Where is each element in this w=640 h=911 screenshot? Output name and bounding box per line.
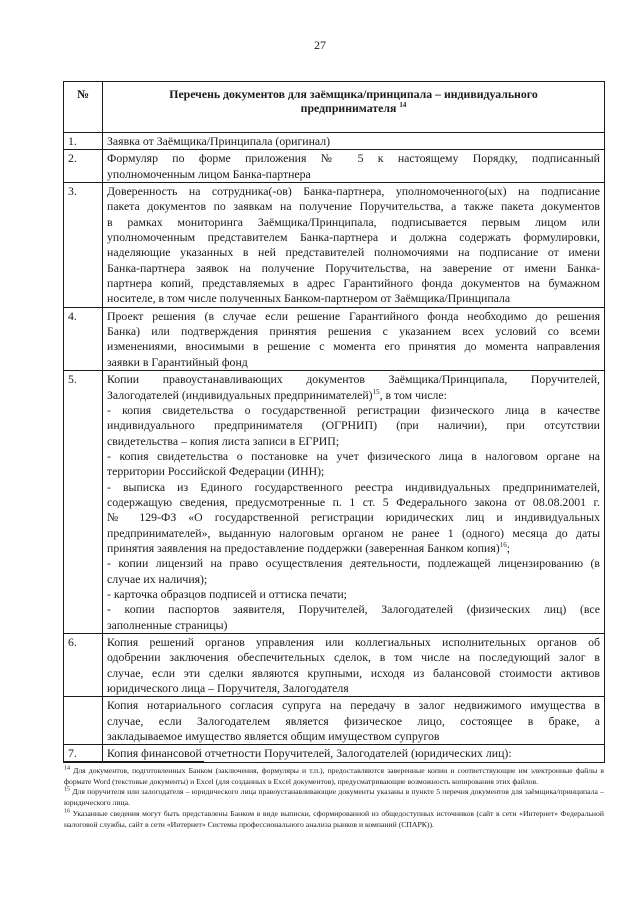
row-line: случае, если Залогодателем является физическое лицо, состоящее в браке, а — [107, 713, 600, 728]
footnote-text: Для документов, подготовленных Банком (заключения, формуляры и т.п.), предоставляются заверенные копии и соответствующие им электронные файлы в формате Word (текстовые документы) и Excel (для созданных в Excel документов), предусматривающие возможность копирования этих файлов. — [64, 766, 604, 786]
row-line: юридического лица – Поручителя, Залогодателя — [107, 681, 349, 696]
footnote — [64, 787, 604, 808]
row-text — [103, 307, 605, 370]
row-number — [64, 697, 103, 745]
row-text — [103, 150, 605, 183]
footnote-ref: 15 — [372, 387, 380, 396]
row-number: 2. — [64, 150, 103, 183]
row-line: - выписка из Единого государственного реестра индивидуальных предпринимателей, — [107, 479, 600, 494]
row-line: уполномоченным лицом Банка-партнера — [107, 166, 311, 181]
row-line: - копия свидетельства о государственной регистрации физического лица в качестве — [107, 402, 600, 417]
header-title-line: Перечень документов для заёмщика/принципала – индивидуального — [169, 87, 538, 101]
row-line: заявки в Гарантийный фонд — [107, 354, 248, 369]
row-number: 1. — [64, 133, 103, 150]
row-line — [107, 388, 600, 403]
row-line: уполномоченным представителем Банка-партнера и должна содержать формулировки, — [107, 230, 600, 245]
row-text — [103, 697, 605, 745]
row-line: Формуляр по форме приложения № 5 к настоящему Порядку, подписанный — [107, 151, 600, 166]
row-line: - копия свидетельства о постановке на учет физического лица в налоговом органе на — [107, 448, 600, 463]
row-text — [103, 183, 605, 308]
row-number: 5. — [64, 371, 103, 634]
footnote-text: Указанные сведения могут быть представлены Банком в виде выписки, сформированной из общедоступных источников (сайт в сети «Интернет» Федеральной налоговой службы, сайт в сети «Интернет» Системы профессионального анализа рынков и компаний (СПАРК)). — [64, 808, 605, 829]
footnote-text: Для поручителя или залогодателя – юридического лица правоустанавливающие документы указаны в пункте 5 перечня документов для заёмщика/принципала – юридического лица. — [64, 787, 604, 808]
row-line: в рамках мониторинга Заёмщика/Принципала, подписывается первым лицом или — [107, 214, 600, 229]
footnote — [64, 809, 604, 830]
row-line: одобрении заключения обеспечительных сделок, в том числе на последующий залог в — [107, 650, 600, 665]
footnote-divider — [64, 761, 204, 762]
row-line: пакета документов по заявкам на получение Поручительства, а также пакета документов — [107, 199, 600, 214]
row-line: Банка-партнера заявок на получение Поручительства, на заверение от имени Банка- — [107, 260, 600, 275]
row-line-part: , в том числе: — [379, 387, 447, 402]
table-row — [64, 307, 605, 370]
header-title-line: предпринимателя — [300, 101, 397, 115]
row-line: партнера копий, представляемых в адрес Гарантийного фонда документов на бумажном — [107, 276, 600, 291]
table-row — [64, 634, 605, 697]
header-title — [103, 82, 605, 133]
row-line — [107, 541, 600, 556]
row-number: 7. — [64, 745, 103, 762]
row-line: Заявка от Заёмщика/Принципала (оригинал) — [107, 134, 331, 148]
row-line: Банка) или подтверждения принятия решения с указанием всех условий со всеми — [107, 324, 600, 339]
row-line: - копии лицензий на право осуществления деятельности, подлежащей лицензированию (в — [107, 556, 600, 571]
footnotes — [64, 766, 604, 830]
row-text — [103, 745, 605, 762]
row-number: 3. — [64, 183, 103, 308]
footnote-ref: 16 — [499, 541, 507, 550]
footnote-ref: 14 — [399, 101, 407, 110]
row-text — [103, 371, 605, 634]
row-line: Копия финансовой отчетности Поручителей, Залогодателей (юридических лиц): — [107, 746, 512, 761]
row-line: Проект решения (в случае если решение Гарантийного фонда необходимо до решения — [107, 308, 600, 323]
row-line: случае, если эти сделки являются крупными, исходя из балансовой стоимости активов — [107, 665, 600, 680]
header-num: № — [64, 82, 103, 133]
row-line: наделяющие указанных в ней представителей полномочиями на подписание от имени — [107, 245, 600, 260]
table-row — [64, 697, 605, 745]
row-line: случае их наличия); — [107, 571, 208, 586]
footnote-number: 15 — [64, 786, 70, 793]
row-line: изменениями, вносимыми в решение с момента его принятия до момента направления — [107, 339, 600, 354]
row-line: содержащую сведения, предусмотренные п. 1 ст. 5 Федерального закона от 08.08.2001 г. — [107, 494, 600, 509]
table-row — [64, 745, 605, 762]
footnote-number: 14 — [64, 765, 70, 772]
row-line: закладываемое имущество является общим имуществом супругов — [107, 729, 440, 744]
row-line: - карточка образцов подписей и оттиска печати; — [107, 586, 347, 601]
row-line: - копии паспортов заявителя, Поручителей, Залогодателей (физических лиц) (все — [107, 602, 600, 617]
row-text — [103, 133, 605, 150]
row-line-part: ; — [506, 540, 510, 555]
row-line: территории Российской Федерации (ИНН); — [107, 464, 325, 479]
row-line: Копии правоустанавливающих документов Заёмщика/Принципала, Поручителей, — [107, 372, 600, 387]
row-line: индивидуального предпринимателя (ОГРНИП) (при наличии), при отсутствии — [107, 418, 600, 433]
row-text — [103, 634, 605, 697]
row-number: 4. — [64, 307, 103, 370]
row-line: носителе, в том числе полученных Банком-партнером от Заёмщика/Принципала — [107, 291, 511, 306]
table-header-row — [64, 82, 605, 133]
row-line: Копия нотариального согласия супруга на передачу в залог недвижимого имущества в — [107, 698, 600, 713]
footnote — [64, 766, 604, 787]
row-line-part: Залогодателей (индивидуальных предпринимателей) — [107, 387, 373, 402]
table-row — [64, 183, 605, 308]
row-line: Доверенность на сотрудника(-ов) Банка-партнера, уполномоченного(ых) на подписание — [107, 184, 600, 199]
row-line-part: принятия заявления на предоставление поддержки (заверенная Банком копия) — [107, 540, 500, 555]
footnote-number: 16 — [64, 808, 70, 815]
page-number: 27 — [314, 38, 326, 52]
row-line: свидетельства – копия листа записи в ЕГРИП; — [107, 433, 340, 448]
table-row — [64, 133, 605, 150]
row-number: 6. — [64, 634, 103, 697]
documents-table — [63, 81, 605, 763]
row-line: заполненные страницы) — [107, 617, 228, 632]
row-line: Копия решений органов управления или коллегиальных исполнительных органов об — [107, 635, 600, 649]
table-row — [64, 371, 605, 634]
row-line: предпринимателей», выданную налоговым органом не ранее 1 (одного) месяца до даты — [107, 525, 600, 540]
row-line: № 129-ФЗ «О государственной регистрации юридических лиц и индивидуальных — [107, 510, 600, 525]
table-row — [64, 150, 605, 183]
